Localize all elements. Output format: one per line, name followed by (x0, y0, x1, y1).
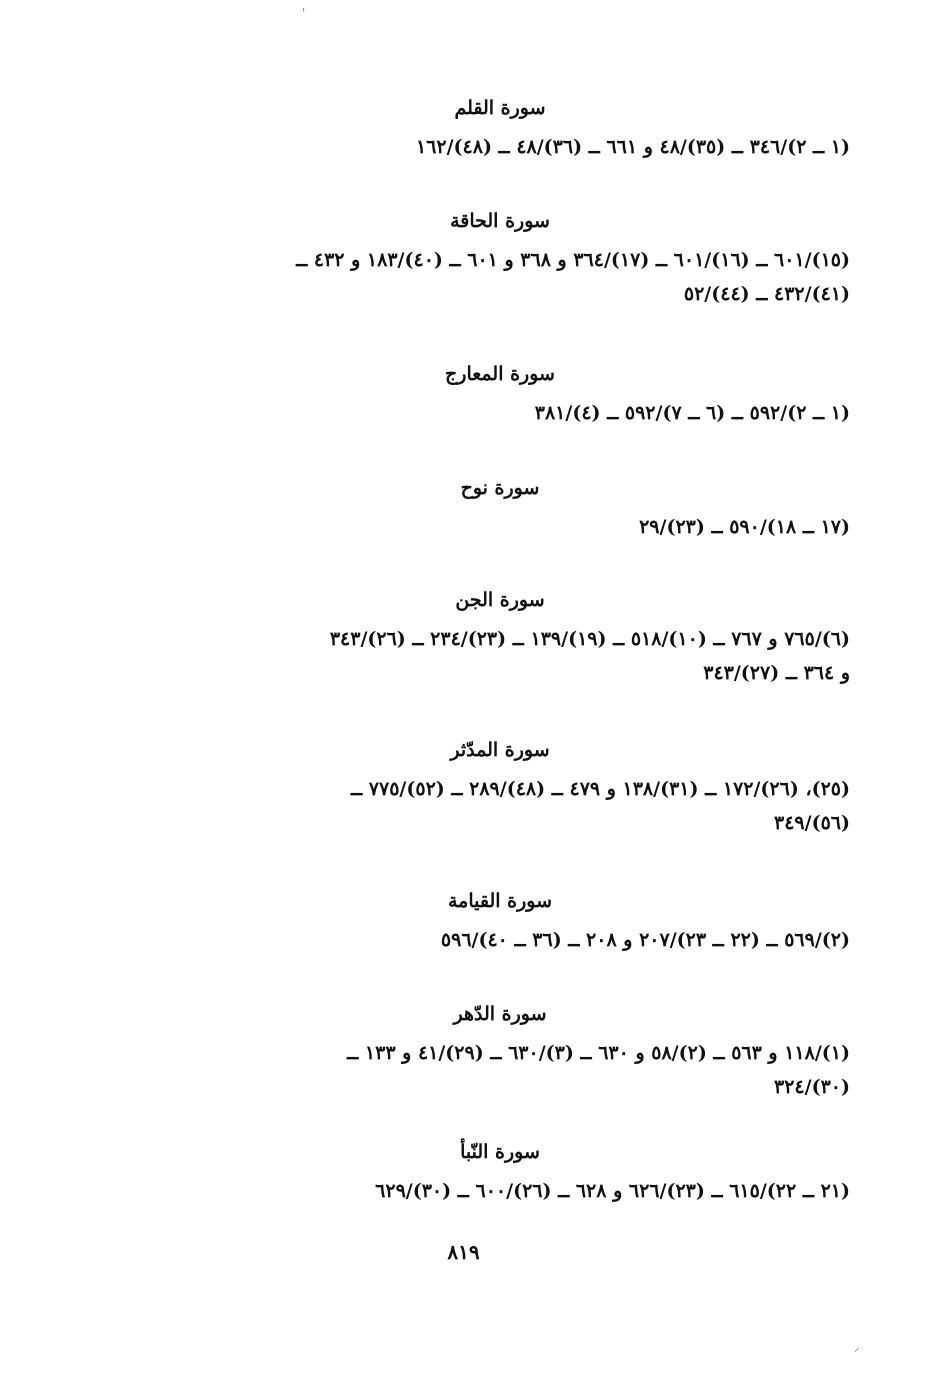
surah-title: سورة القيامة (447, 890, 553, 912)
surah-section-jinn (150, 588, 850, 690)
surah-title: سورة المعارج (445, 363, 555, 385)
reference-line: و ٣٦٤ ــ (٢٧)/٣٤٣ (703, 662, 850, 684)
surah-title: سورة المدّثر (450, 739, 550, 761)
reference-line: (١٥)/٦٠١ ــ (١٦)/٦٠١ ــ (١٧)/٣٦٤ و ٣٦٨ و ٦٠١ ــ (٤٠)/١٨٣ و ٤٣٢ ــ (296, 249, 850, 271)
surah-section-dahr (150, 1002, 850, 1104)
surah-section-maarij (150, 362, 850, 430)
reference-line: (٤١)/٤٣٢ ــ (٤٤)/٥٢ (683, 283, 850, 305)
surah-section-naba (150, 1140, 850, 1208)
surah-section-haqqa (150, 209, 850, 311)
scan-mark: ' (302, 6, 306, 20)
reference-line: (١)/١١٨ و ٥٦٣ ــ (٢)/٥٨ و ٦٣٠ ــ (٣)/٦٣٠ ــ (٢٩)/٤١ و ١٣٣ ــ (347, 1042, 850, 1064)
reference-line: (٣٠)/٣٢٤ (774, 1076, 850, 1098)
reference-line: (٢١ ــ ٢٢)/٦١٥ ــ (٢٣)/٦٢٦ و ٦٢٨ ــ (٢٦)/٦٠٠ ــ (٣٠)/٦٢٩ (375, 1180, 850, 1202)
scan-mark: ⸝ (854, 1340, 861, 1354)
reference-line: (١٧ ــ ١٨)/٥٩٠ ــ (٢٣)/٢٩ (639, 516, 850, 538)
surah-title: سورة الحاقة (450, 210, 550, 232)
surah-title: سورة القلم (454, 97, 546, 119)
surah-section-qiyama (150, 889, 850, 957)
reference-line: (٥٦)/٣٤٩ (774, 812, 850, 834)
reference-line: (٢٥)، (٢٦)/١٧٢ ــ (٣١)/١٣٨ و ٤٧٩ ــ (٤٨)/٢٨٩ ــ (٥٢)/٧٧٥ ــ (351, 778, 850, 800)
surah-title: سورة نوح (460, 477, 540, 499)
surah-section-nuh (150, 476, 850, 544)
reference-line: (٦)/٧٦٥ و ٧٦٧ ــ (١٠)/٥١٨ ــ (١٩)/١٣٩ ــ (٢٣)/٢٣٤ ــ (٢٦)/٣٤٣ (329, 628, 850, 650)
surah-title: سورة الدّهر (453, 1003, 547, 1025)
page-number: ٨١٩ (447, 1240, 480, 1264)
surah-title: سورة الجن (455, 589, 545, 611)
surah-section-muddaththir (150, 738, 850, 840)
surah-section-qalam (150, 96, 850, 164)
reference-line: (٢)/٥٦٩ ــ (٢٢ ــ ٢٣)/٢٠٧ و ٢٠٨ ــ (٣٦ ــ ٤٠)/٥٩٦ (440, 929, 850, 951)
reference-line: (١ ــ ٢)/٣٤٦ ــ (٣٥)/٤٨ و ٦٦١ ــ (٣٦)/٤٨ ــ (٤٨)/١٦٢ (415, 136, 850, 158)
reference-line: (١ ــ ٢)/٥٩٢ ــ (٦ ــ ٧)/٥٩٢ ــ (٤)/٣٨١ (534, 402, 850, 424)
surah-title: سورة النّبأ (460, 1141, 540, 1163)
